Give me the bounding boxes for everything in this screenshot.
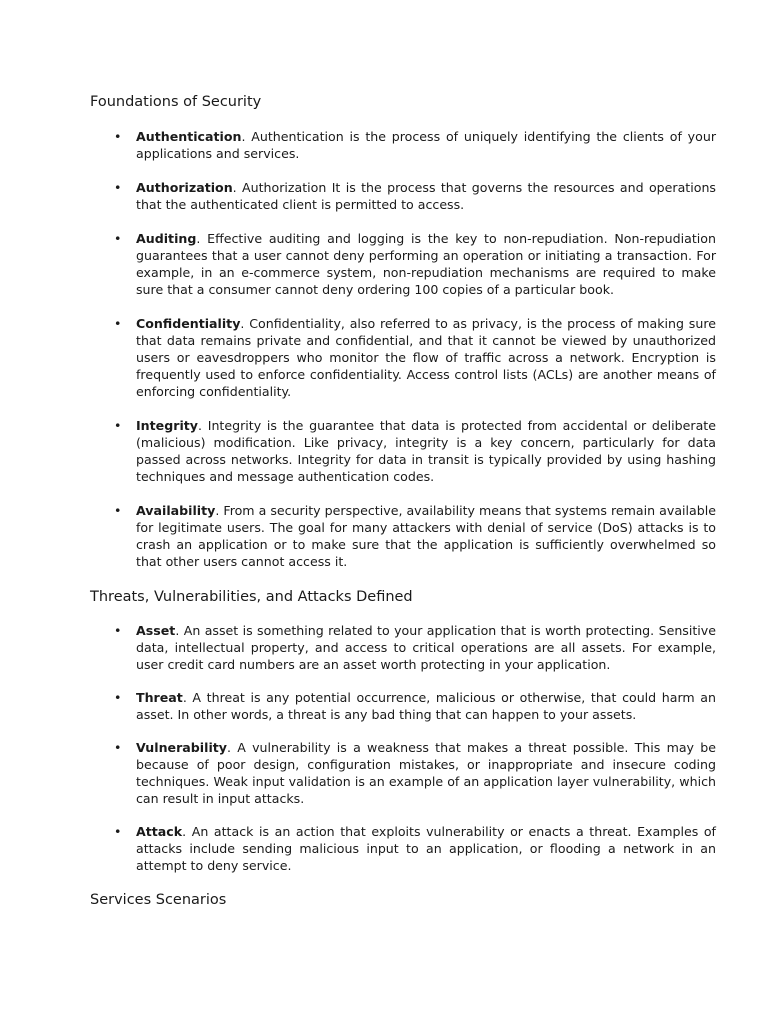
bullet-icon: •	[114, 129, 122, 144]
list-item	[90, 230, 716, 298]
term-confidentiality: Confidentiality	[136, 316, 241, 331]
bullet-icon: •	[114, 690, 122, 705]
definition-text: . A threat is any potential occurrence, malicious or otherwise, that could harm an asset. In other words, a threat is any bad thing that can happen to your assets.	[136, 690, 716, 722]
bullet-icon: •	[114, 623, 122, 638]
bullet-icon: •	[114, 824, 122, 839]
definition-text: . Confidentiality, also referred to as privacy, is the process of making sure that data remains private and confidential, and that it cannot be viewed by unauthorized users or eavesdroppers who monitor the flow of traffic across a network. Encryption is frequently used to enforce confidentiality. Access control lists (ACLs) are another means of enforcing confidentiality.	[136, 316, 716, 399]
list-item	[90, 502, 716, 570]
definition-text: . A vulnerability is a weakness that makes a threat possible. This may be because of poor design, configuration mistakes, or inappropriate and insecure coding techniques. Weak input validation is an example of an application layer vulnerability, which can result in input attacks.	[136, 740, 716, 806]
definition-text: . An asset is something related to your application that is worth protecting. Sensitive data, intellectual property, and access to critical operations are all assets. For example, user credit card numbers are an asset worth protecting in your application.	[136, 623, 716, 672]
section-title-services-scenarios: Services Scenarios	[90, 892, 227, 908]
list-item	[90, 315, 716, 400]
list-item	[90, 179, 716, 213]
list-item	[90, 128, 716, 162]
list-item	[90, 823, 716, 874]
bullet-icon: •	[114, 180, 122, 195]
term-threat: Threat	[136, 690, 183, 705]
section-title-foundations-of-security: Foundations of Security	[90, 94, 262, 110]
term-integrity: Integrity	[136, 418, 198, 433]
term-attack: Attack	[136, 824, 183, 839]
definition-text: . Authentication is the process of uniquely identifying the clients of your applications and services.	[136, 129, 716, 161]
bullet-icon: •	[114, 231, 122, 246]
list-item	[90, 739, 716, 807]
section-title-threats-vulnerabilities-attacks: Threats, Vulnerabilities, and Attacks Defined	[90, 589, 413, 605]
term-availability: Availability	[136, 503, 216, 518]
bullet-icon: •	[114, 503, 122, 518]
definition-text: . Integrity is the guarantee that data is protected from accidental or deliberate (malicious) modification. Like privacy, integrity is a key concern, particularly for data passed across networks. Integrity for data in transit is typically provided by using hashing techniques and message authentication codes.	[136, 418, 716, 484]
bullet-list-foundations	[90, 128, 716, 570]
definition-text: . From a security perspective, availability means that systems remain available for legitimate users. The goal for many attackers with denial of service (DoS) attacks is to crash an application or to make sure that the application is sufficiently overwhelmed so that other users cannot access it.	[136, 503, 716, 569]
bullet-icon: •	[114, 418, 122, 433]
list-item	[90, 417, 716, 485]
bullet-icon: •	[114, 316, 122, 331]
term-auditing: Auditing	[136, 231, 197, 246]
bullet-icon: •	[114, 740, 122, 755]
term-vulnerability: Vulnerability	[136, 740, 227, 755]
definition-text: . Authorization It is the process that governs the resources and operations that the authenticated client is permitted to access.	[136, 180, 716, 212]
bullet-list-threats	[90, 622, 716, 874]
term-authentication: Authentication	[136, 129, 242, 144]
list-item	[90, 622, 716, 673]
list-item	[90, 689, 716, 723]
term-asset: Asset	[136, 623, 176, 638]
term-authorization: Authorization	[136, 180, 233, 195]
definition-text: . Effective auditing and logging is the key to non-repudiation. Non-repudiation guarantees that a user cannot deny performing an operation or initiating a transaction. For example, in an e-commerce system, non-repudiation mechanisms are required to make sure that a consumer cannot deny ordering 100 copies of a particular book.	[136, 231, 716, 297]
definition-text: . An attack is an action that exploits vulnerability or enacts a threat. Examples of attacks include sending malicious input to an application, or flooding a network in an attempt to deny service.	[136, 824, 716, 873]
